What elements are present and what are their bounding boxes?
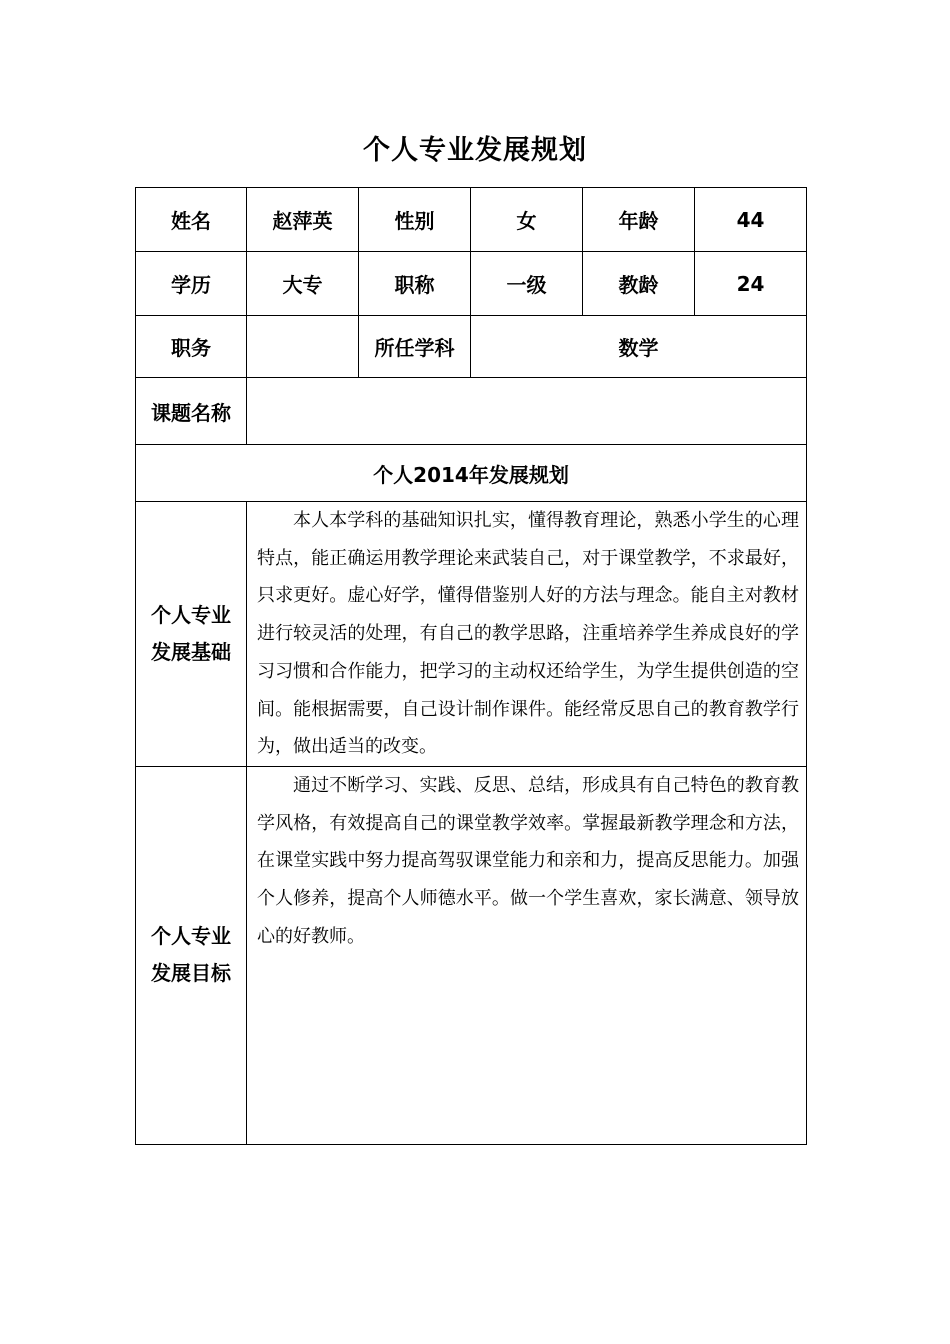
table-row	[136, 378, 807, 445]
table-row	[136, 188, 807, 252]
goal-label	[136, 766, 247, 1144]
foundation-label-line1: 个人专业	[151, 602, 231, 627]
table-row	[136, 502, 807, 767]
education-label: 学历	[136, 252, 247, 316]
gender-value: 女	[471, 188, 583, 252]
teaching-years-label: 教龄	[583, 252, 695, 316]
rank-value: 一级	[471, 252, 583, 316]
topic-value	[247, 378, 807, 445]
table-row	[136, 766, 807, 1144]
goal-label-line1: 个人专业	[151, 924, 231, 949]
goal-cell	[247, 766, 807, 1144]
topic-label: 课题名称	[136, 378, 247, 445]
age-label: 年龄	[583, 188, 695, 252]
foundation-label-line2: 发展基础	[151, 639, 231, 664]
name-label: 姓名	[136, 188, 247, 252]
table-row	[136, 252, 807, 316]
goal-label-line2: 发展目标	[151, 961, 231, 986]
foundation-cell	[247, 502, 807, 767]
education-value: 大专	[247, 252, 359, 316]
plan-form-table	[135, 187, 807, 1145]
plan-heading: 个人2014年发展规划	[136, 445, 807, 502]
table-row	[136, 316, 807, 378]
foundation-text: 本人本学科的基础知识扎实，懂得教育理论，熟悉小学生的心理特点，能正确运用教学理论来武装自己，对于课堂教学，不求最好，只求更好。虚心好学，懂得借鉴别人好的方法与理念。能自主对教材进行较灵活的处理，有自己的教学思路，注重培养学生养成良好的学习习惯和合作能力，把学习的主动权还给学生，为学生提供创造的空间。能根据需要，自己设计制作课件。能经常反思自己的教育教学行为，做出适当的改变。	[257, 510, 799, 758]
name-value: 赵萍英	[247, 188, 359, 252]
teaching-years-value: 24	[695, 252, 807, 316]
gender-label: 性别	[359, 188, 471, 252]
position-value	[247, 316, 359, 378]
foundation-label	[136, 502, 247, 767]
goal-text: 通过不断学习、实践、反思、总结，形成具有自己特色的教育教学风格，有效提高自己的课堂教学效率。掌握最新教学理念和方法，在课堂实践中努力提高驾驭课堂能力和亲和力，提高反思能力。加强个人修养，提高个人师德水平。做一个学生喜欢，家长满意、领导放心的好教师。	[257, 774, 799, 947]
subject-label: 所任学科	[359, 316, 471, 378]
rank-label: 职称	[359, 252, 471, 316]
table-row	[136, 445, 807, 502]
subject-value: 数学	[471, 316, 807, 378]
position-label: 职务	[136, 316, 247, 378]
age-value: 44	[695, 188, 807, 252]
document-title: 个人专业发展规划	[363, 135, 587, 166]
